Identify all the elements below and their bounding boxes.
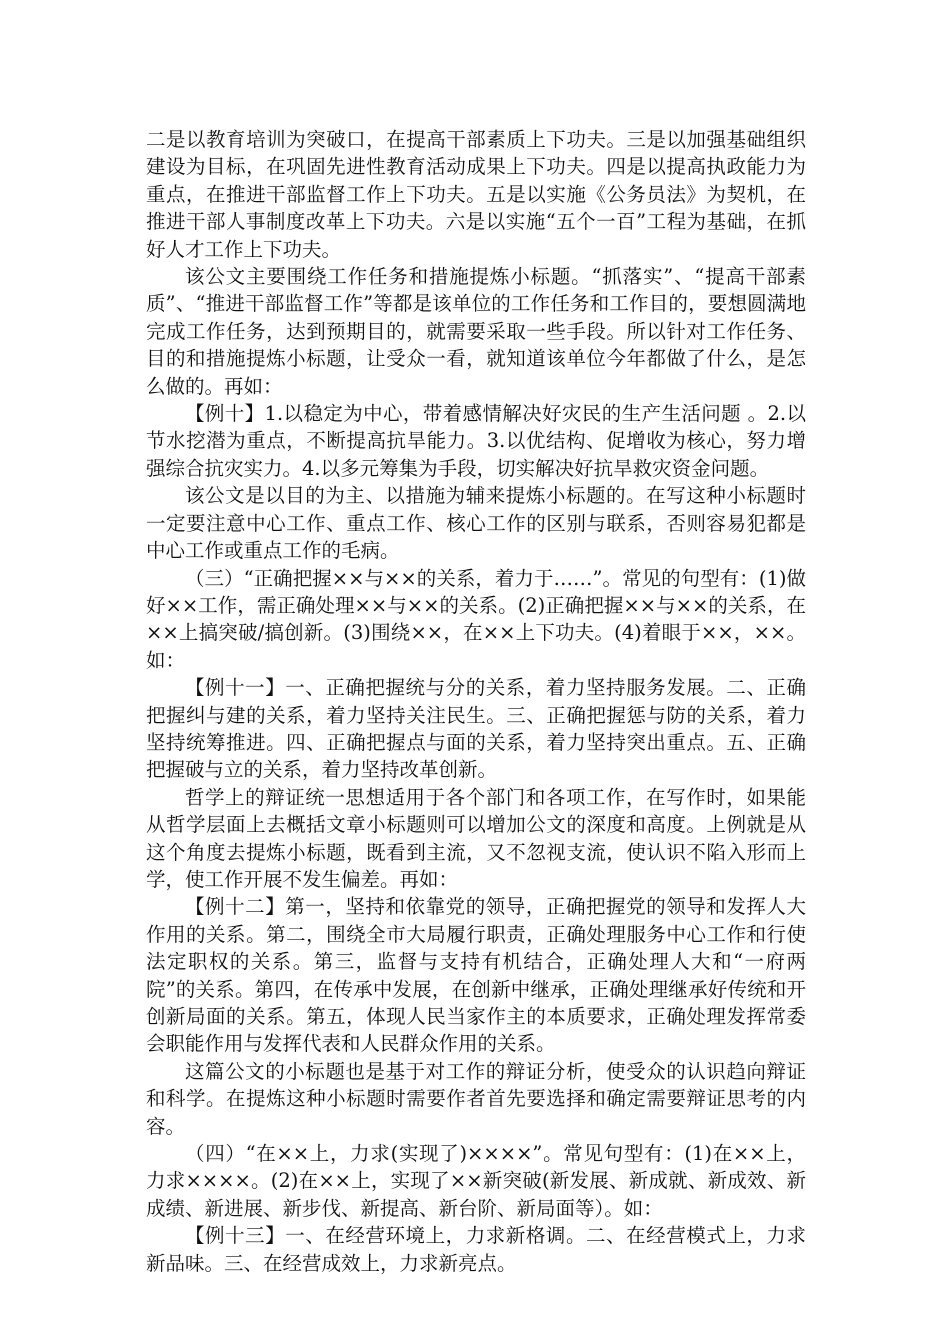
paragraph-1: 二是以教育培训为突破口，在提高干部素质上下功夫。三是以加强基础组织建设为目标，在巩固先进性教育活动成果上下功夫。四是以提高执政能力为重点，在推进干部监督工作上下功夫。五是以实施《公务员法》为契机，在推进干部人事制度改革上下功夫。六是以实施“五个一百”工程为基础，在抓好人才工作上下功夫。 bbox=[146, 128, 806, 261]
paragraph-section-3: （三）“正确把握××与××的关系，着力于……”。常见的句型有：(1)做好××工作，需正确处理××与××的关系。(2)正确把握××与××的关系，在××上搞突破/搞创新。(3)围绕××，在××上下功夫。(4)着眼于××，××。如： bbox=[146, 566, 806, 672]
paragraph-9: 这篇公文的小标题也是基于对工作的辩证分析，使受众的认识趋向辩证和科学。在提炼这种小标题时需要作者首先要选择和确定需要辩证思考的内容。 bbox=[146, 1059, 806, 1138]
paragraph-example-13: 【例十三】一、在经营环境上，力求新格调。二、在经营模式上，力求新品味。三、在经营成效上，力求新亮点。 bbox=[146, 1224, 806, 1275]
paragraph-4: 该公文是以目的为主、以措施为辅来提炼小标题的。在写这种小标题时一定要注意中心工作、重点工作、核心工作的区别与联系，否则容易犯都是中心工作或重点工作的毛病。 bbox=[146, 484, 806, 563]
document-body bbox=[146, 126, 806, 1277]
paragraph-section-4: （四）“在××上，力求(实现了)××××”。常见句型有：(1)在××上，力求××××。(2)在××上，实现了××新突破(新发展、新成就、新成效、新成绩、新进展、新步伐、新提高、新台阶、新局面等）。如： bbox=[146, 1142, 806, 1220]
paragraph-example-10: 【例十】1.以稳定为中心，带着感情解决好灾民的生产生活问题 。2.以节水挖潜为重点，不断提高抗旱能力。3.以优结构、促增收为核心，努力增强综合抗灾实力。4.以多元筹集为手段，切实解决好抗旱救灾资金问题。 bbox=[146, 402, 806, 480]
paragraph-example-11: 【例十一】一、正确把握统与分的关系，着力坚持服务发展。二、正确把握纠与建的关系，着力坚持关注民生。三、正确把握惩与防的关系，着力坚持统筹推进。四、正确把握点与面的关系，着力坚持突出重点。五、正确把握破与立的关系，着力坚持改革创新。 bbox=[146, 676, 806, 782]
paragraph-example-12: 【例十二】第一，坚持和依靠党的领导，正确把握党的领导和发挥人大作用的关系。第二，围绕全市大局履行职责，正确处理服务中心工作和行使法定职权的关系。第三，监督与支持有机结合，正确处理人大和“一府两院”的关系。第四，在传承中发展，在创新中继承，正确处理继承好传统和开创新局面的关系。第五，体现人民当家作主的本质要求，正确处理发挥常委会职能作用与发挥代表和人民群众作用的关系。 bbox=[146, 895, 806, 1056]
paragraph-2: 该公文主要围绕工作任务和措施提炼小标题。“抓落实”、“提高干部素质”、“推进干部监督工作”等都是该单位的工作任务和工作目的，要想圆满地完成工作任务，达到预期目的，就需要采取一些手段。所以针对工作任务、目的和措施提炼小标题，让受众一看，就知道该单位今年都做了什么，是怎么做的。再如： bbox=[146, 265, 806, 398]
paragraph-7: 哲学上的辩证统一思想适用于各个部门和各项工作，在写作时，如果能从哲学层面上去概括文章小标题则可以增加公文的深度和高度。上例就是从这个角度去提炼小标题，既看到主流，又不忽视支流，使认识不陷入形而上学，使工作开展不发生偏差。再如： bbox=[146, 785, 806, 891]
